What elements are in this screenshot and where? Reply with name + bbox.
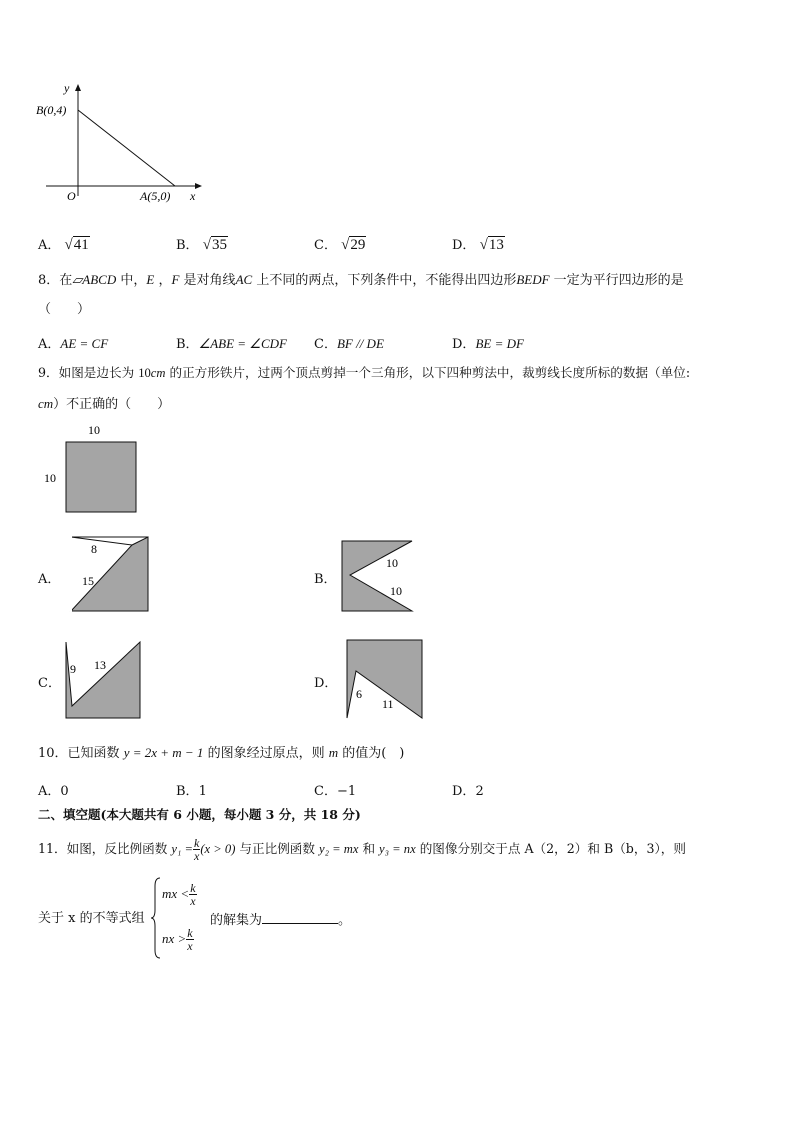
svg-text:13: 13: [94, 658, 106, 672]
q9-figure-a: [66, 533, 156, 615]
x-axis-label: x: [190, 189, 196, 203]
q11-stem-line1: 11．如图，反比例函数 y₁ = $\frac{k}{x}$ (x > 0) 与正比例函数 y₂ = mx 和 y₃ = nx 的图像分别交于点 A（2，2）和 B（b，3），则: [38, 836, 686, 863]
q9-figure-c: [62, 638, 146, 722]
y-axis-label: y: [64, 81, 70, 95]
q9-option-a[interactable]: A．: [38, 572, 61, 587]
q8-option-d[interactable]: D．BE = DF: [452, 336, 524, 352]
svg-text:6: 6: [356, 687, 362, 701]
square-left-label: 10: [44, 471, 56, 485]
q8-stem-line1: 8．在▱ABCD 中，E ，F 是对角线AC 上不同的两点，下列条件中，不能得出四边形BEDF 一定为平行四边形的是: [38, 272, 684, 288]
sqrt-symbol: √13: [479, 237, 504, 253]
q11-inequality-2: nx > $\frac{k}{x}$: [162, 926, 193, 953]
svg-text:10: 10: [390, 584, 402, 598]
answer-blank[interactable]: [262, 911, 338, 924]
left-brace: [150, 876, 162, 960]
section-heading: 二、填空题(本大题共有 6 小题，每小题 3 分，共 18 分): [38, 807, 361, 822]
q9-stem-line2: cm）不正确的（ ）: [38, 396, 171, 412]
q11-inequality-1: mx < $\frac{k}{x}$: [162, 881, 196, 908]
q10-stem: 10．已知函数 y = 2x + m − 1 的图象经过原点，则 m 的值为( ): [38, 745, 405, 761]
point-a-label: A(5,0): [140, 189, 171, 203]
origin-label: O: [67, 189, 76, 203]
sqrt-symbol: √29: [341, 237, 366, 253]
q9-figure-d: [342, 638, 428, 722]
q8-option-a[interactable]: A．AE = CF: [38, 336, 109, 352]
q8-option-c[interactable]: C．BF // DE: [314, 336, 384, 352]
square-top-label: 10: [88, 423, 100, 437]
sqrt-symbol: √35: [202, 237, 227, 253]
q9-option-b[interactable]: B．: [314, 572, 337, 587]
q10-option-a[interactable]: A．0: [38, 784, 69, 799]
point-b-label: B(0,4): [36, 103, 67, 117]
q10-option-b[interactable]: B．1: [176, 784, 207, 799]
svg-text:8: 8: [91, 542, 97, 556]
svg-text:11: 11: [382, 697, 394, 711]
q9-option-c[interactable]: C．: [38, 676, 61, 691]
q7-option-a[interactable]: A． √41: [38, 237, 89, 253]
q9-option-d[interactable]: D．: [314, 676, 338, 691]
q10-option-d[interactable]: D．2: [452, 784, 484, 799]
q8-option-b[interactable]: B．∠ABE = ∠CDF: [176, 336, 287, 352]
sqrt-symbol: √41: [64, 237, 89, 253]
q7-option-d[interactable]: D． √13: [452, 237, 504, 253]
q7-option-b[interactable]: B． √35: [176, 237, 227, 253]
reference-square: [38, 420, 148, 516]
svg-text:15: 15: [82, 574, 94, 588]
q11-stem-line2-label: 关于 x 的不等式组: [38, 911, 145, 926]
q10-option-c[interactable]: C．−1: [314, 784, 357, 799]
q11-answer-line: 的解集为 。: [210, 913, 352, 928]
svg-text:9: 9: [70, 662, 76, 676]
q8-stem-line2: （ ）: [38, 302, 91, 317]
q9-figure-b: [338, 537, 418, 617]
coordinate-graph: [30, 78, 210, 210]
q9-stem-line1: 9．如图是边长为 10cm 的正方形铁片，过两个顶点剪掉一个三角形，以下四种剪法中，裁剪线长度所标的数据（单位:: [38, 365, 691, 380]
fraction-k-over-x: $\frac{k}{x}$: [194, 836, 200, 863]
q7-option-c[interactable]: C． √29: [314, 237, 366, 253]
svg-text:10: 10: [386, 556, 398, 570]
